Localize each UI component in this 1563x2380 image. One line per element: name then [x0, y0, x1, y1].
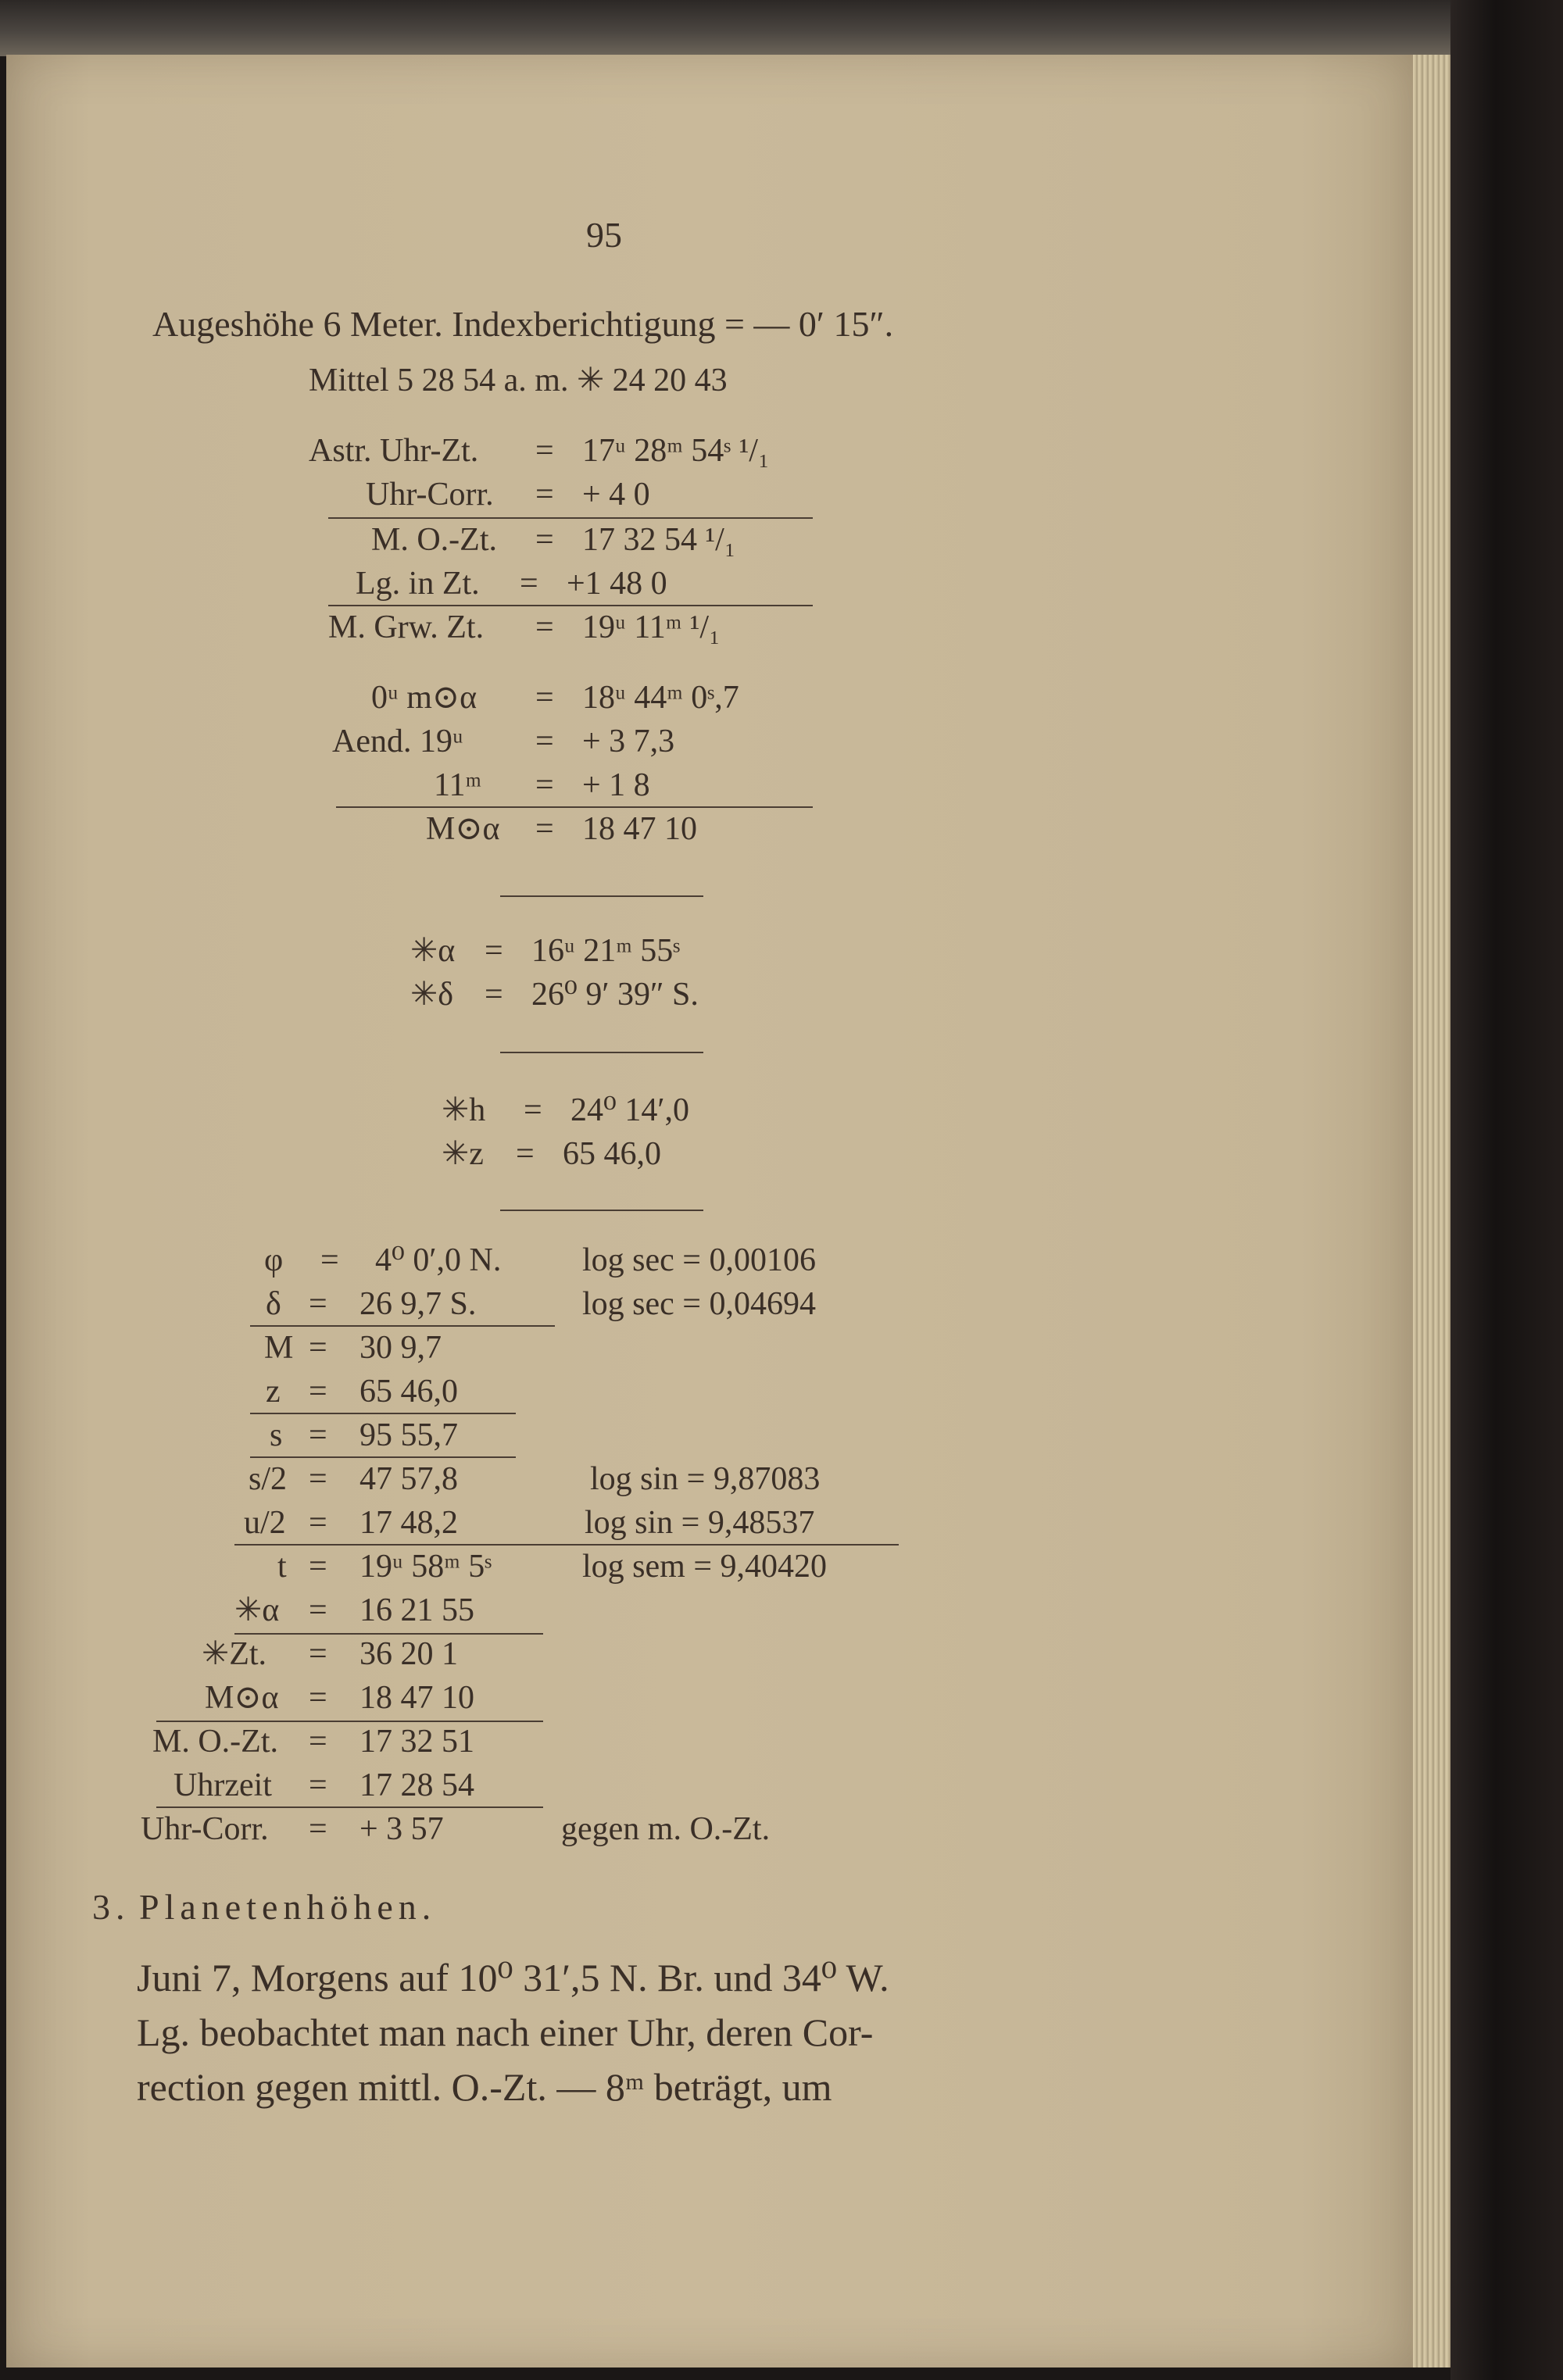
- row-value: 16 21 55: [359, 1592, 474, 1628]
- row-value: 24⁰ 14′,0: [570, 1092, 690, 1128]
- row-equals: =: [535, 811, 554, 847]
- sum-rule: [328, 517, 813, 519]
- sum-rule: [250, 1325, 555, 1327]
- page-edges: [1413, 55, 1450, 2367]
- row-label: u/2: [244, 1505, 286, 1541]
- row-label: 11ᵐ: [434, 767, 481, 803]
- row-equals: =: [516, 1136, 535, 1172]
- row-log: log sec = 0,00106: [582, 1242, 816, 1278]
- row-equals: =: [309, 1330, 327, 1366]
- row-label: t: [277, 1549, 287, 1585]
- row-label: M⊙α: [205, 1680, 279, 1716]
- row-value: 17 28 54: [359, 1767, 474, 1803]
- row-value: 17 32 51: [359, 1724, 474, 1760]
- row-equals: =: [535, 767, 554, 803]
- row-label: 0ᵘ m⊙α: [371, 680, 477, 716]
- sum-rule: [234, 1633, 543, 1635]
- sum-rule: [250, 1413, 516, 1414]
- row-equals: =: [309, 1636, 327, 1672]
- row-label: Uhr-Corr.: [141, 1811, 269, 1847]
- row-label: M: [264, 1330, 294, 1366]
- sum-rule: [156, 1806, 543, 1808]
- row-value: 17 32 54 ¹/₁: [582, 522, 736, 558]
- row-value: 26 9,7 S.: [359, 1286, 477, 1322]
- paragraph-line-2: Lg. beobachtet man nach einer Uhr, deren Cor-: [137, 2010, 874, 2054]
- row-value: 19ᵘ 58ᵐ 5ˢ: [359, 1549, 492, 1585]
- row-log: log sem = 9,40420: [582, 1549, 828, 1585]
- row-label: s: [270, 1417, 283, 1453]
- row-value: + 1 8: [582, 767, 650, 803]
- row-equals: =: [309, 1461, 327, 1497]
- row-value: 18 47 10: [359, 1680, 474, 1716]
- row-value: + 3 57: [359, 1811, 444, 1847]
- row-label: Aend. 19ᵘ: [332, 724, 463, 759]
- row-label: s/2: [249, 1461, 288, 1497]
- row-equals: =: [485, 977, 503, 1013]
- header-line-2: Mittel 5 28 54 a. m. ✳ 24 20 43: [309, 363, 728, 398]
- row-log: log sin = 9,48537: [585, 1505, 815, 1541]
- sum-rule: [328, 605, 813, 606]
- row-label: ✳h: [442, 1092, 486, 1128]
- row-equals: =: [309, 1592, 327, 1628]
- paragraph-line-1: Juni 7, Morgens auf 10⁰ 31′,5 N. Br. und 34⁰ W.: [137, 1956, 889, 1999]
- row-value: 17 48,2: [359, 1505, 458, 1541]
- row-label: ✳z: [442, 1136, 484, 1172]
- row-label: Uhrzeit: [173, 1767, 272, 1803]
- row-equals: =: [309, 1767, 327, 1803]
- row-value: 4⁰ 0′,0 N.: [375, 1242, 502, 1278]
- row-equals: =: [309, 1811, 327, 1847]
- row-equals: =: [535, 433, 554, 469]
- row-equals: =: [309, 1680, 327, 1716]
- separator-rule: [500, 1210, 703, 1211]
- row-value: 95 55,7: [359, 1417, 458, 1453]
- row-note: gegen m. O.-Zt.: [561, 1811, 771, 1847]
- row-equals: =: [320, 1242, 339, 1278]
- sum-rule: [250, 1456, 516, 1458]
- book-top-edge: [0, 0, 1454, 56]
- row-label: ✳α: [234, 1592, 280, 1628]
- row-label: Uhr-Corr.: [366, 477, 494, 513]
- row-label: ✳α: [410, 933, 456, 969]
- row-equals: =: [524, 1092, 542, 1128]
- sum-rule: [336, 806, 813, 808]
- row-label: ✳δ: [410, 977, 453, 1013]
- book-cover: [1450, 0, 1563, 2380]
- row-equals: =: [535, 609, 554, 645]
- sum-rule: [156, 1721, 543, 1722]
- row-value: 18 47 10: [582, 811, 697, 847]
- row-value: + 4 0: [582, 477, 650, 513]
- row-label: Astr. Uhr-Zt.: [309, 433, 479, 469]
- row-value: +1 48 0: [567, 566, 667, 602]
- row-value: 16ᵘ 21ᵐ 55ˢ: [531, 933, 681, 969]
- row-label: ✳Zt.: [202, 1636, 267, 1672]
- row-equals: =: [520, 566, 538, 602]
- row-value: 30 9,7: [359, 1330, 442, 1366]
- paragraph-line-3: rection gegen mittl. O.-Zt. — 8ᵐ beträgt, um: [137, 2065, 832, 2109]
- row-equals: =: [309, 1374, 327, 1410]
- row-equals: =: [535, 477, 554, 513]
- row-equals: =: [485, 933, 503, 969]
- separator-rule: [500, 1052, 703, 1053]
- row-value: 17ᵘ 28ᵐ 54ˢ ¹/₁: [582, 433, 770, 469]
- section-title: Planetenhöhen.: [139, 1887, 437, 1927]
- row-equals: =: [309, 1417, 327, 1453]
- row-equals: =: [309, 1724, 327, 1760]
- section-number: 3.: [92, 1887, 131, 1927]
- row-value: 65 46,0: [563, 1136, 661, 1172]
- row-value: 65 46,0: [359, 1374, 458, 1410]
- row-label: M. Grw. Zt.: [328, 609, 485, 645]
- row-value: 36 20 1: [359, 1636, 458, 1672]
- row-label: M⊙α: [426, 811, 500, 847]
- row-equals: =: [535, 680, 554, 716]
- row-value: 19ᵘ 11ᵐ ¹/₁: [582, 609, 721, 645]
- page-number: 95: [586, 215, 622, 255]
- row-equals: =: [535, 724, 554, 759]
- row-label: Lg. in Zt.: [356, 566, 480, 602]
- row-equals: =: [309, 1286, 327, 1322]
- row-value: 18ᵘ 44ᵐ 0ˢ,7: [582, 680, 739, 716]
- row-label: φ: [264, 1242, 284, 1278]
- header-line-1: Augeshöhe 6 Meter. Indexberichtigung = — 0′ 15″.: [152, 304, 894, 344]
- row-log: log sin = 9,87083: [590, 1461, 821, 1497]
- row-log: log sec = 0,04694: [582, 1286, 816, 1322]
- row-value: + 3 7,3: [582, 724, 675, 759]
- row-equals: =: [309, 1505, 327, 1541]
- row-equals: =: [309, 1549, 327, 1585]
- row-label: z: [266, 1374, 281, 1410]
- row-label: δ: [266, 1286, 281, 1322]
- row-label: M. O.-Zt.: [371, 522, 497, 558]
- row-label: M. O.-Zt.: [152, 1724, 278, 1760]
- row-value: 26⁰ 9′ 39″ S.: [531, 977, 699, 1013]
- row-equals: =: [535, 522, 554, 558]
- row-value: 47 57,8: [359, 1461, 458, 1497]
- separator-rule: [500, 895, 703, 897]
- sum-rule: [234, 1544, 899, 1546]
